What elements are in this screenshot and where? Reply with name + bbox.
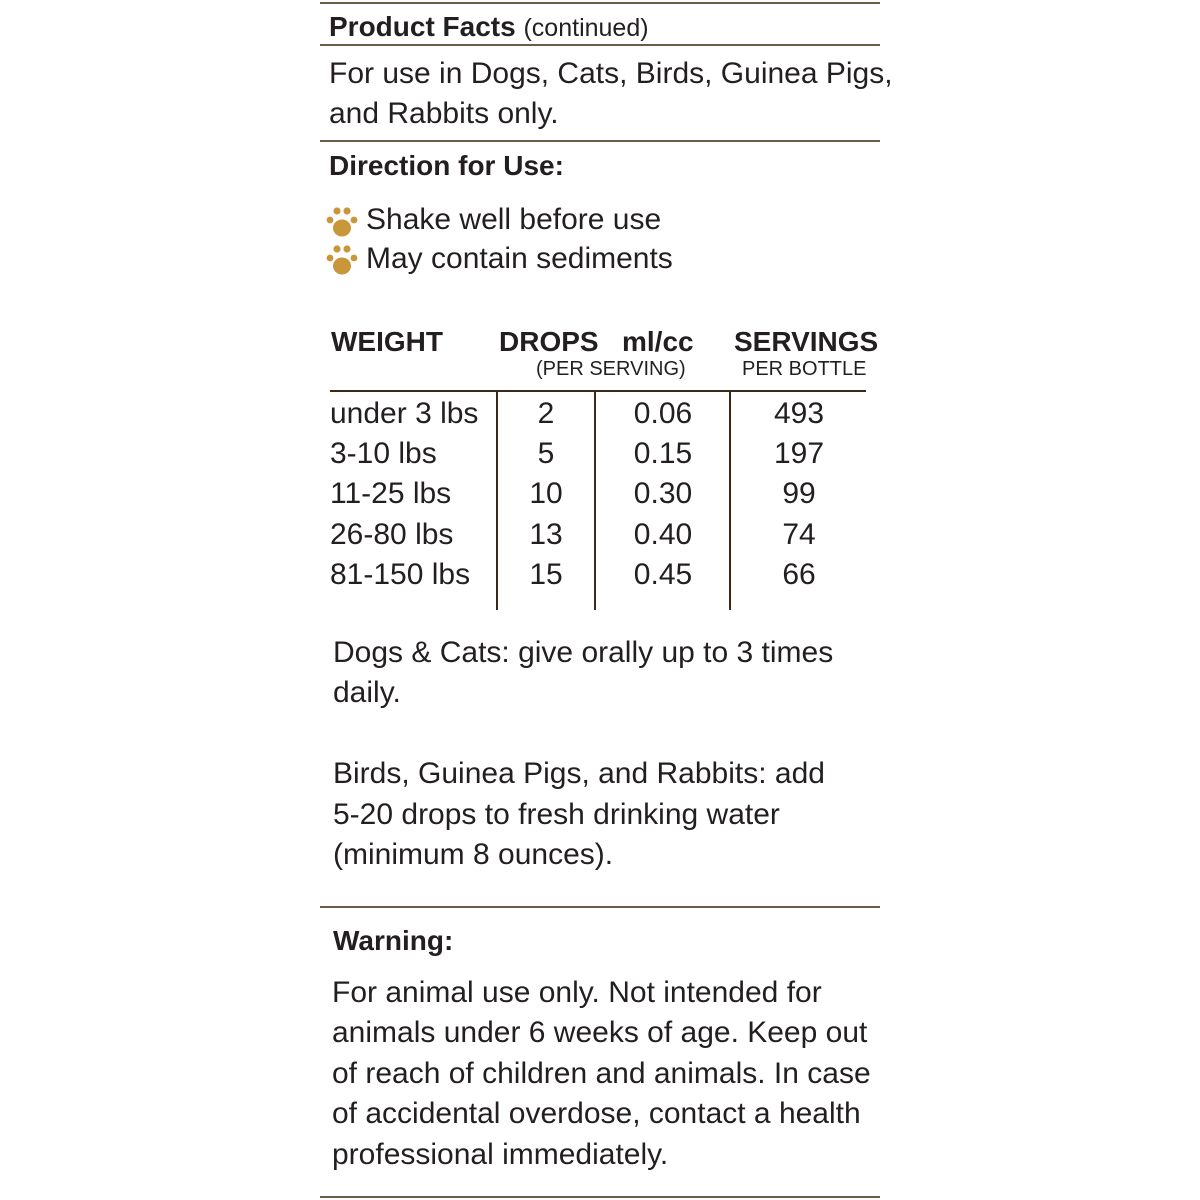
warning-title: Warning: [333, 925, 454, 956]
cell-drops: 2 [537, 397, 555, 430]
birds-line-1: Birds, Guinea Pigs, and Rabbits: add [333, 757, 825, 790]
cell-weight: 81-150 lbs [330, 558, 471, 591]
cell-ml: 0.15 [633, 437, 693, 470]
paw-print-icon [326, 244, 358, 278]
directions-title: Direction for Use: [329, 150, 564, 181]
col-header-servings: SERVINGS [734, 326, 879, 357]
direction-bullet-2: May contain sediments [366, 242, 673, 275]
cell-drops: 15 [529, 558, 563, 591]
cell-ml: 0.40 [633, 518, 693, 551]
warning-line-5: professional immediately. [332, 1138, 669, 1171]
col-header-drops: DROPS [499, 326, 599, 357]
direction-bullet-1: Shake well before use [366, 203, 662, 236]
use-rule [320, 140, 880, 142]
warning-rule [320, 906, 880, 908]
cell-servings: 99 [782, 477, 816, 510]
product-facts-title: Product Facts [329, 11, 516, 42]
birds-line-2: 5-20 drops to fresh drinking water [333, 798, 780, 831]
cell-servings: 66 [782, 558, 816, 591]
paw-print-icon [326, 206, 358, 240]
col-header-ml: ml/cc [622, 326, 694, 357]
cell-drops: 10 [529, 477, 563, 510]
warning-line-3: of reach of children and animals. In case [332, 1057, 871, 1090]
dogs-cats-line-1: Dogs & Cats: give orally up to 3 times [333, 636, 834, 669]
cell-servings: 74 [782, 518, 816, 551]
cell-servings: 197 [773, 437, 825, 470]
top-rule [320, 2, 880, 4]
warning-line-4: of accidental overdose, contact a health [332, 1097, 861, 1130]
cell-weight: under 3 lbs [330, 397, 479, 430]
cell-weight: 26-80 lbs [330, 518, 454, 551]
cell-ml: 0.45 [633, 558, 693, 591]
bottom-rule [320, 1196, 880, 1198]
cell-servings: 493 [773, 397, 825, 430]
warning-line-1: For animal use only. Not intended for [332, 976, 822, 1009]
use-line-2: and Rabbits only. [329, 97, 559, 130]
cell-weight: 11-25 lbs [330, 477, 452, 510]
cell-weight: 3-10 lbs [330, 437, 437, 470]
cell-drops: 5 [537, 437, 555, 470]
warning-line-2: animals under 6 weeks of age. Keep out [332, 1016, 868, 1049]
cell-ml: 0.30 [633, 477, 693, 510]
table-header-rule [330, 390, 866, 392]
cell-ml: 0.06 [633, 397, 693, 430]
col-header-weight: WEIGHT [331, 326, 443, 357]
use-line-1: For use in Dogs, Cats, Birds, Guinea Pigs, [329, 57, 893, 90]
col-subheader-per-serving: (PER SERVING) [536, 358, 686, 380]
cell-drops: 13 [529, 518, 563, 551]
product-facts-rule [320, 44, 880, 46]
col-subheader-per-bottle: PER BOTTLE [742, 358, 867, 380]
continued-label: (continued) [523, 14, 649, 42]
dogs-cats-line-2: daily. [333, 676, 401, 709]
birds-line-3: (minimum 8 ounces). [333, 838, 614, 871]
product-facts-heading [329, 8, 649, 47]
